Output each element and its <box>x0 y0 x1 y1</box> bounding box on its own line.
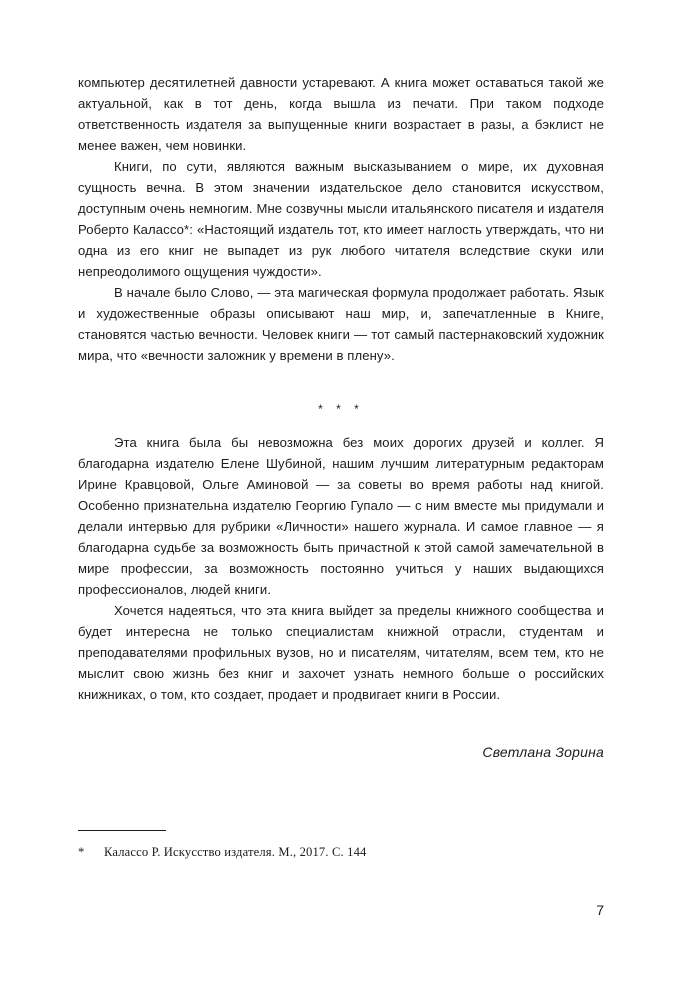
spacer-below-divider <box>78 420 604 432</box>
paragraph-acknowledgements-hope: Хочется надеяться, что эта книга выйдет за пределы книжного сообщества и будет интересна не только специалистам книжной отрасли, студентам и преподавателями профильных вузов, но и писателям, читателям, всем тем, кто не мыслит свою жизнь без книг и захочет узнать немного больше о российских книжниках, о том, кто создает, продает и продвигает книги в России. <box>78 603 604 702</box>
footnote-block <box>78 830 604 860</box>
page-number: 7 <box>596 902 604 918</box>
paragraph-acknowledgements-thanks: Эта книга была бы невозможна без моих дорогих друзей и коллег. Я благодарна издателю Елене Шубиной, нашим лучшим литературным редакторам Ирине Кравцовой, Ольге Аминовой — за советы во время работы над книгой. Особенно признательна издателю Георгию Гупало — с ним вместе мы придумали и делали интервью для рубрики «Личности» нашего журнала. И самое главное — я благодарна судьбе за возможность быть причастной к этой самой замечательной в мире профессии, за возможность постоянно учиться у наших выдающихся профессионалов, людей книги. <box>78 435 604 597</box>
author-signature: Светлана Зорина <box>482 744 604 760</box>
paragraph-in-the-beginning: В начале было Слово, — эта магическая формула продолжает работать. Язык и художественные образы описывают наш мир, и, запечатленные в Книге, становятся частью вечности. Человек книги — тот самый пастернаковский художник мира, что «вечности заложник у времени в плену». <box>78 285 604 363</box>
paragraph-continuation: компьютер десятилетней давности устаревают. А книга может оставаться такой же актуальной, как в тот день, когда вышла из печати. При таком подходе ответственность издателя за выпущенные книги возрастает в разы, а бэклист не менее важен, чем новинки. <box>78 75 604 153</box>
footnote-separator-rule <box>78 830 166 831</box>
footnote-marker: * <box>78 845 85 859</box>
footnote-entry <box>78 844 604 860</box>
paragraph-books-essence: Книги, по сути, являются важным высказыванием о мире, их духовная сущность вечна. В этом значении издательское дело становится искусством, доступным очень немногим. Мне созвучны мысли итальянского писателя и издателя Роберто Калассо*: «Настоящий издатель тот, кто имеет наглость утверждать, что ни одна из его книг не выпадет из рук любого читателя вследствие скуки или непреодолимого ощущения чуждости». <box>78 159 604 279</box>
asterisk-divider: * * * <box>318 402 364 416</box>
spacer-above-signature <box>78 705 604 742</box>
footnote-text: Калассо Р. Искусство издателя. М., 2017. С. 144 <box>104 845 367 859</box>
spacer-above-divider <box>78 366 604 399</box>
main-text-column <box>78 72 604 763</box>
